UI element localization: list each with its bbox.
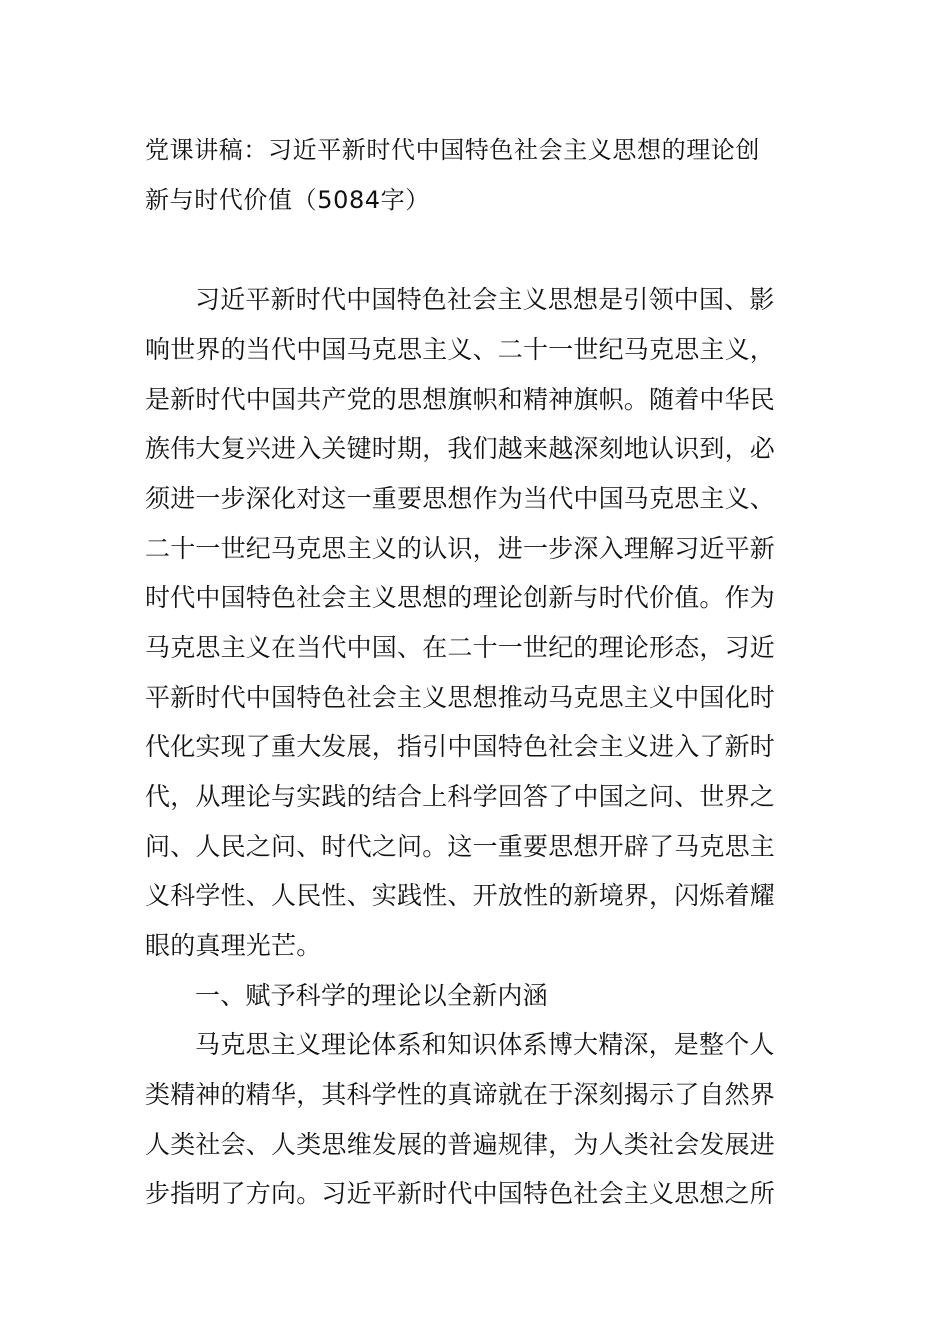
paragraph-1-line: 须进一步深化对这一重要思想作为当代中国马克思主义、 <box>145 484 776 513</box>
paragraph-1-line: 时代中国特色社会主义思想的理论创新与时代价值。作为 <box>145 583 776 612</box>
paragraph-1-line: 代化实现了重大发展，指引中国特色社会主义进入了新时 <box>145 732 776 761</box>
document-title-line-1: 党课讲稿：习近平新时代中国特色社会主义思想的理论创 <box>145 136 760 164</box>
section-heading: 一、赋予科学的理论以全新内涵 <box>195 981 548 1010</box>
paragraph-1-line: 响世界的当代中国马克思主义、二十一世纪马克思主义， <box>145 335 776 364</box>
paragraph-1-line: 马克思主义在当代中国、在二十一世纪的理论形态，习近 <box>145 633 776 662</box>
paragraph-2-line: 类精神的精华，其科学性的真谛就在于深刻揭示了自然界 <box>145 1080 776 1109</box>
paragraph-1-line: 是新时代中国共产党的思想旗帜和精神旗帜。随着中华民 <box>145 385 776 414</box>
paragraph-2-line: 马克思主义理论体系和知识体系博大精深，是整个人 <box>195 1030 775 1059</box>
paragraph-1-line: 问、人民之问、时代之问。这一重要思想开辟了马克思主 <box>145 832 776 861</box>
document-title-line-2: 新与时代价值（5084字） <box>145 186 430 214</box>
paragraph-2-line: 人类社会、人类思维发展的普遍规律，为人类社会发展进 <box>145 1130 776 1159</box>
paragraph-1-line: 义科学性、人民性、实践性、开放性的新境界，闪烁着耀 <box>145 881 776 910</box>
paragraph-1-line: 平新时代中国特色社会主义思想推动马克思主义中国化时 <box>145 683 776 712</box>
paragraph-1-line: 二十一世纪马克思主义的认识，进一步深入理解习近平新 <box>145 534 776 563</box>
paragraph-1-line: 族伟大复兴进入关键时期，我们越来越深刻地认识到，必 <box>145 434 776 463</box>
paragraph-2-line: 步指明了方向。习近平新时代中国特色社会主义思想之所 <box>145 1179 776 1208</box>
paragraph-1-line: 代，从理论与实践的结合上科学回答了中国之问、世界之 <box>145 782 776 811</box>
paragraph-1-line: 习近平新时代中国特色社会主义思想是引领中国、影 <box>195 285 775 314</box>
paragraph-1-line: 眼的真理光芒。 <box>145 931 322 960</box>
